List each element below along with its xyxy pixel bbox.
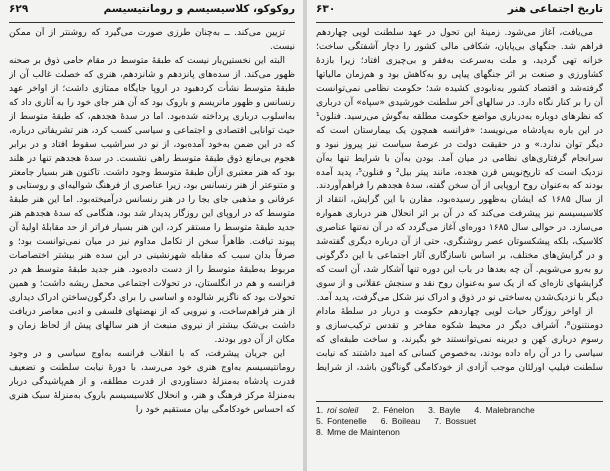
paragraph: از اواخر روزگار حیات لویی چهاردهم حکومت و دربار در سلطهٔ مادام دومنتنون⁸، آشراف دیگر در محیط شکوه مفاخر و تقدس ترکیب‌سازی و رسوم درباری کهن و دیرینه نمی‌توانستند خو بگیرند، و ساخت طبقه‌ای که سیاسی را در آن راه داده بودند، به‌خصوص کسانی که امید داشتند که نیابت سلطنت فیلیپ اورلئان موجب آزادی از خودکامگی گوناگون باشد، از شرایط — [316, 307, 603, 372]
paragraph: می‌یافت، آغاز می‌شود. زمینهٔ این تحول در عهد سلطنت لویی چهاردهم فراهم شد. جنگهای بی‌پایان، شکافی مالی کشور را دچار آشفتگی ساخت؛ خزانه تهی گردید، و ملت به‌سرعت به‌فقر و بی‌چیزی افتاد؛ زیرا بازدهٔ کشاورزی و صنعت بر اثر جنگهای پیاپی رو به‌کاهش بود و هم‌زمان مالیاتها گرفته‌شد و اقتصاد کشور به‌نابودی کشیده شد؛ حکومت نظامی نمی‌توانست آن را بر کنار نگاه دارد. در سالهای آخر سلطنت خورشیدی «سپاه» آن درباری که نظرهای دوباره به‌درباری مواضع حکومت مطلقه به‌گوش می‌رسید. فنلون¹ در این باره به‌پادشاه می‌نویسد: «فرانسه همچون یک بیمارستان است که دیگر توان ندارد.» و در حقیقت دولت در عرصهٔ سیاست نیز پیروز نبود و سرانجام گرفتاری‌های نظامی در میان آمد. بودن به‌آن با شرایط تنها به‌آن نزدیک است که تاریخ‌نویس قرن هجده، مانند پیتر بیل² و فنلون⁵، پدید آمده بودند که به‌عنوان روح اروپایی از آن سخن گفته، سدهٔ هجدهم را فراهم‌آوردند. از سال ۱۶۸۵ که‌ ‌ایشان به‌ظهور رسیده‌بود، مقارن با این گرایش، انتقاد از کلاسیسیسم نیز پیشرفت می‌کند که در آن بر اثر انحلال هنر درباری همواره می‌سازد. در حوالی سال ۱۶۸۵ دوره‌ای آغاز می‌گردد که در آن نه‌تنها عناصری کلاسیک، بلکه پیشکسوتان عصر روشنگری، حتی از آن درباره دیگری گفته‌شد و در گرایش‌های مختلف، بر اساس ناسازگاری آثار اجتماعی با این دگرگونی رو به‌رو می‌شویم. آن چه بعدها در باب این دوره تنها آشکار شد، آن است که گرایشهای تازه‌ای که از یک سو به‌عنوان روح نقد و سنجش عقلانی و از سوی دیگر با نزدیک‌شدن به‌ساختی نو در ذوق و ادراک نیز شکل می‌گرفت، پدید آمد. — [316, 28, 603, 304]
right-page-header — [316, 0, 603, 23]
left-page-number: ۶۲۹ — [9, 3, 29, 15]
footnote: 2. Fénelon — [372, 405, 415, 415]
footnote: 4. Malebranche — [474, 405, 535, 415]
left-page-header — [9, 0, 295, 23]
footnote-row — [316, 405, 603, 416]
footnote: 7. Bossuet — [434, 416, 477, 426]
footnote: 3. Bayle — [428, 405, 461, 415]
footnote: 1. roi soleil — [316, 405, 359, 415]
footnote: 8. Mme de Maintenon — [316, 427, 400, 437]
right-page-number: ۶۳۰ — [316, 3, 336, 15]
footnote: 6. Boileau — [380, 416, 421, 426]
right-page — [307, 0, 610, 471]
footnote: 5. Fontenelle — [316, 416, 367, 426]
footnotes — [316, 401, 603, 438]
footnote-row — [316, 416, 603, 427]
left-page — [0, 0, 303, 471]
right-running-title: تاریخ اجتماعی هنر — [507, 3, 603, 15]
footnote-row — [316, 427, 603, 438]
paragraph: تزیین می‌کند. ــ به‌چنان طرزی صورت می‌گیرد که روشنتر از آن ممکن نیست. — [9, 28, 295, 52]
left-running-title: روکوکو، کلاسیسیسم و رومانتیسیسم — [103, 3, 295, 15]
paragraph: البته این نخستین‌بار نیست که طبقهٔ متوسط در مقام حامی ذوق بر صحنه ظهور می‌کند. از سده‌های پانزدهم و شانزدهم، هنری که خصلت غالب آن از طبقهٔ متوسط نشأت کردهبود در اروپا جایگاه ممتازی داشت؛ از اواخر عهد رنسانس و ظهور مانریسم و باروک بود که آن هنر جای خود را به آثاری داد که به‌اسلوب درباری پرداخته شده‌بود. اما در سدهٔ هجدهم، که طبقهٔ متوسط از حیث توانایی اقتصادی و اجتماعی و سیاسی کسب کرد، هنر تشریفاتی درباره، که در این ضمن به‌خود آمده‌بود، از نو در سراشیب سقوط افتاد و در برابر هجوم بی‌مانع ذوق طبقهٔ متوسط راهی نشست. در سدهٔ هجدهم تنها در هلند بود که هنر معتبری ازآن طبقهٔ متوسط وجود داشت. تاکنون هنر بسیار جامعتر و متنوعتر از هنر رنسانس بود، زیرا عناصری از فرهنگ شوالیه‌ای و روستایی و عرفانی و مذهبی جای بجا را در هنر رنسانس درآمیخته‌بود. اما این هنر طبقهٔ متوسط که در اروپای این روزگار پدیدار شد بود، هنگامی که سدهٔ هجدهم هنر جدید طبقهٔ متوسط را مستقر کرد، این هنر بسیار فراتر از حد مقابلهٔ اولیهٔ آن پیوند تیافت. ظاهراً سخن از تکامل مداوم نیز در میان نمی‌توانست بود؛ و صرفاً بدان سبب که مقابله شهرنشینی در این سده هنر بیشتر اختصاصات مربوط به‌طبقهٔ متوسط را از دست داده‌بود. هنر جدید طبقهٔ متوسط هم در فرانسه و هم در انگلستان، در تحولات اجتماعی محمل ریشه داشت؛ و همین تحولات بود که ناگزیر شالوده و اساسی را برای دگرگون‌ساختن ادراک دیداری از هنر فراهم‌ساخت، و نیرویی که از نهضتهای فلسفی و ادبی معاصر دریافت داشت بی‌شک بیشتر از نیروی منبعث از هنر سالهای پیش از لحاظ زمان و مکان از آن دور بودند. — [9, 55, 295, 345]
right-page-text — [316, 27, 603, 372]
left-page-text — [9, 27, 295, 462]
paragraph: این جریان پیشرفت، که با انقلاب فرانسه به‌اوج سیاسی و در وجود رومانتیسیسم به‌اوج هنری خود می‌رسد، با دورهٔ نیابت سلطنت و تضعیف قدرت پادشاه به‌منزلهٔ دستاوردی از قدرت مطلقه، و از هم‌پاشیدگی دربار به‌منزلهٔ مرکز فرهنگ و هنر، و انحلال کلاسیسیسم باروک به‌منزلهٔ سبک هنری که احساس خودکامگی بیان مستقیم خود را — [9, 348, 295, 415]
